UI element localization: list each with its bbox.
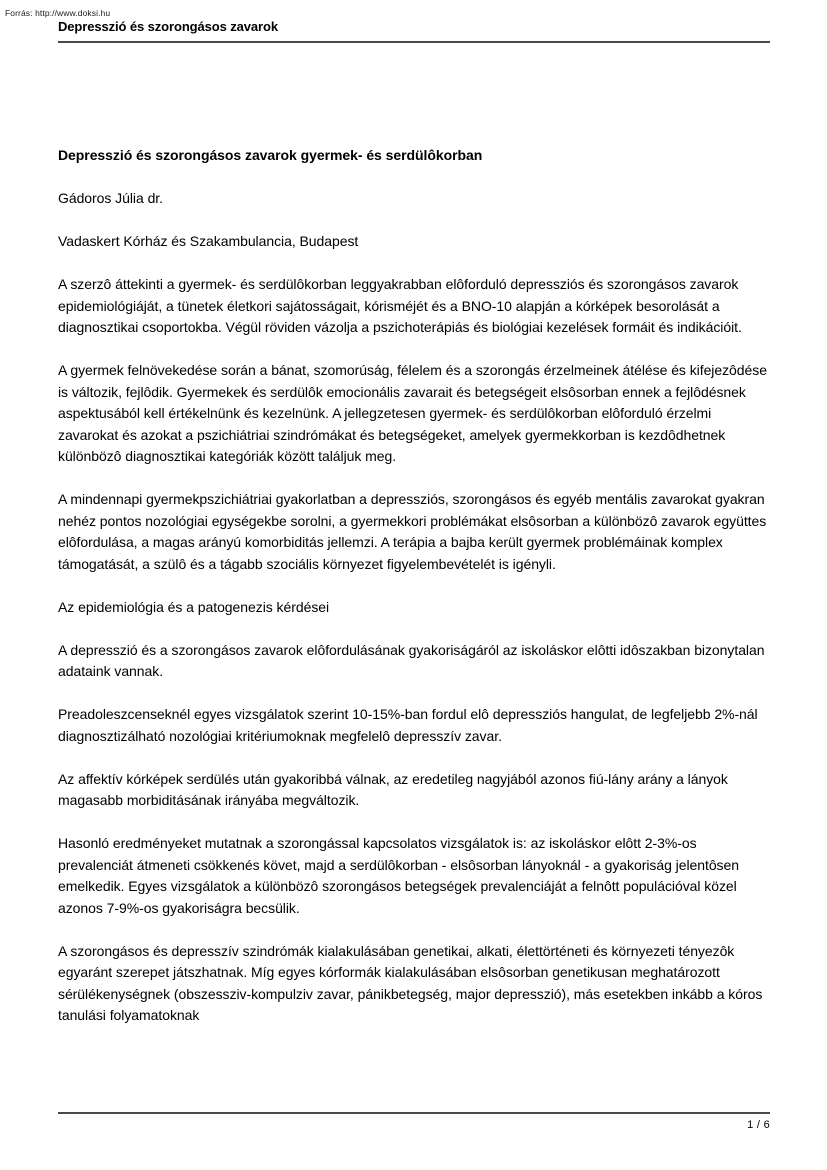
author-byline: Gádoros Júlia dr. (58, 190, 163, 206)
document-body (58, 145, 772, 1048)
abstract-paragraph: A szerzô áttekinti a gyermek- és serdülôkorban leggyakrabban elôforduló depressziós és szorongásos zavarok epidemiológiáját, a tünetek életkori sajátosságait, kórisméjét és a BNO-10 alapján a kórképek besorolását a diagnosztikai csoportokba. Végül röviden vázolja a pszichoterápiás és biológiai kezelések formáit és indikációit. (58, 276, 742, 335)
section-heading-epidemiology: Az epidemiológia és a patogenezis kérdései (58, 598, 330, 615)
running-header (58, 18, 770, 43)
running-header-title: Depresszió és szorongásos zavarok (58, 19, 278, 34)
footer-divider (58, 1112, 770, 1114)
author-affiliation: Vadaskert Kórház és Szakambulancia, Budapest (58, 233, 359, 249)
body-paragraph-6: Az affektív kórképek serdülés után gyakoribbá válnak, az eredetileg nagyjából azonos fiú-lány arány a lányok magasabb morbiditásának irányába megváltozik. (58, 770, 728, 808)
body-paragraph-8: A szorongásos és depresszív szindrómák kialakulásában genetikai, alkati, élettörténeti és környezeti tényezôk egyaránt szerepet játszhatnak. Míg egyes kórformák kialakulásában elsôsorban genetikusan meghatározott sérülékenységnek (obszessziv-kompulziv zavar, pánikbetegség, major depresszió), más esetekben inkább a kóros tanulási folyamatoknak (58, 942, 763, 1023)
header-divider (58, 41, 770, 43)
body-paragraph-7: Hasonló eredményeket mutatnak a szorongással kapcsolatos vizsgálatok is: az iskoláskor elôtt 2-3%-os prevalenciát átmeneti csökkenés követ, majd a serdülôkorban - elsôsorban lányoknál - a gyakoriság jelentôsen emelkedik. Egyes vizsgálatok a különbözô szorongásos betegségek prevalenciáját a felnôtt populációval közel azonos 7-9%-os gyakoriságra becsülik. (58, 835, 739, 916)
source-watermark: Forrás: http://www.doksi.hu (5, 8, 111, 18)
body-paragraph-2: A gyermek felnövekedése során a bánat, szomorúság, félelem és a szorongás érzelmeinek átélése és kifejezôdése is változik, fejlôdik. Gyermekek és serdülôk emocionális zavarait és betegségeit elsôsorban ennek a fejlôdésnek aspektusából kell értékelnünk és kezelnünk. A jellegzetesen gyermek- és serdülôkorban elôforduló érzelmi zavarokat és azokat a pszichiátriai szindrómákat és betegségeket, amelyek gyermekkorban is kezdôdhetnek különbözô diagnosztikai kategóriák között találjuk meg. (58, 362, 767, 464)
body-paragraph-3: A mindennapi gyermekpszichiátriai gyakorlatban a depressziós, szorongásos és egyéb mentális zavarokat gyakran nehéz pontos nozológiai egységekbe sorolni, a gyermekkori problémákat elsôsorban a különbözô zavarok együttes elôfordulása, a magas arányú komorbiditás jellemzi. A terápia a bajba került gyermek problémáinak komplex támogatását, a szülô és a tágabb szociális környezet figyelembevételét is igényli. (58, 491, 767, 572)
body-paragraph-5: Preadoleszcenseknél egyes vizsgálatok szerint 10-15%-ban fordul elô depressziós hangulat, de legfeljebb 2%-nál diagnosztizálható nozológiai kritériumoknak megfelelô depresszív zavar. (58, 706, 758, 744)
document-title: Depresszió és szorongásos zavarok gyermek- és serdülôkorban (58, 147, 483, 163)
page-number: 1 / 6 (747, 1119, 770, 1131)
body-paragraph-4: A depresszió és a szorongásos zavarok elôfordulásának gyakoriságáról az iskoláskor elôtti idôszakban bizonytalan adataink vannak. (58, 641, 765, 679)
running-footer (58, 1112, 770, 1132)
